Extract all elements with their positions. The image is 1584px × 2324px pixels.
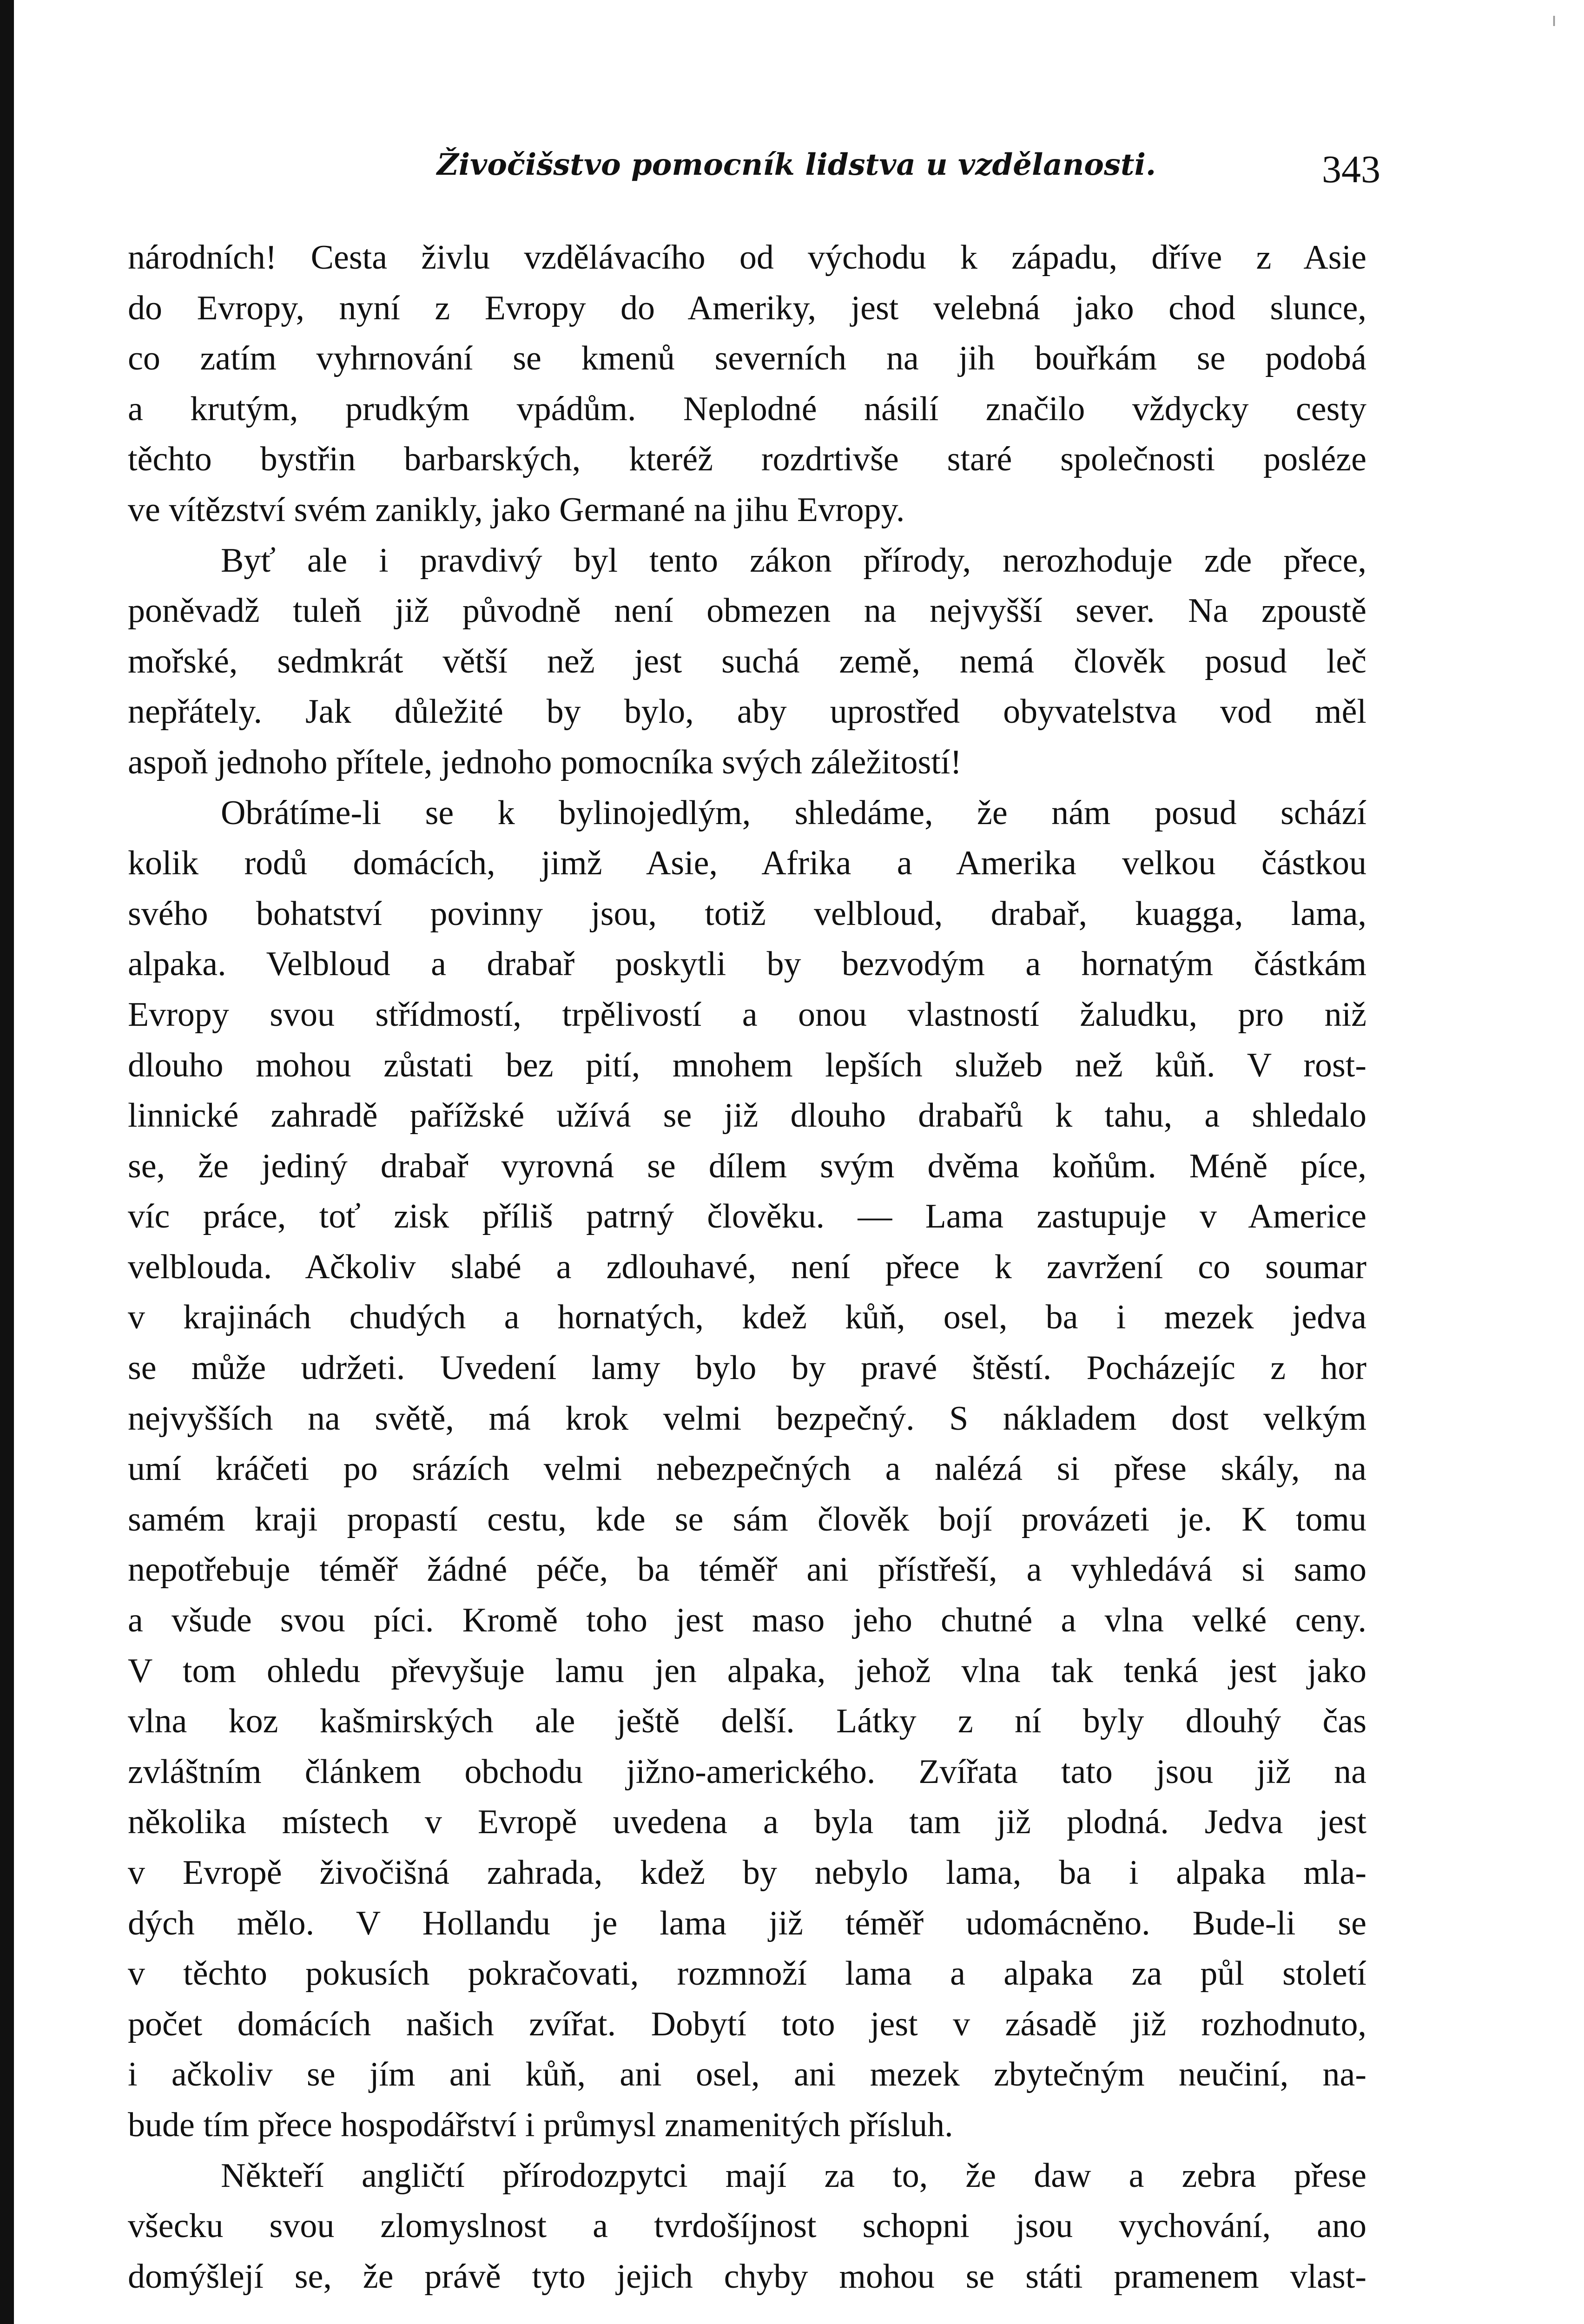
page-number: 343 (1322, 148, 1380, 191)
text-line: do Evropy, nyní z Evropy do Ameriky, jest velebná jako chod slunce, (128, 289, 1366, 327)
text-line: V tom ohledu převyšuje lamu jen alpaka, jehož vlna tak tenká jest jako (128, 1651, 1366, 1690)
text-line: linnické zahradě pařížské užívá se již dlouho drabařů k tahu, a shledalo (128, 1096, 1366, 1135)
running-title: Živočišstvo pomocník lidstva u vzdělanosti. (437, 147, 1156, 182)
text-line: nejvyšších na světě, má krok velmi bezpečný. S nákladem dost velkým (128, 1399, 1366, 1438)
text-line: všecku svou zlomyslnost a tvrdošíjnost schopni jsou vychování, ano (128, 2207, 1366, 2245)
text-line: národních! Cesta živlu vzdělávacího od východu k západu, dříve z Asie (128, 238, 1366, 277)
text-line: samém kraji propastí cestu, kde se sám člověk bojí provázeti je. K tomu (128, 1500, 1366, 1538)
text-line: nepotřebuje téměř žádné péče, ba téměř ani přístřeší, a vyhledává si samo (128, 1551, 1366, 1589)
text-line: alpaka. Velbloud a drabař poskytli by bezvodým a hornatým částkám (128, 945, 1366, 984)
text-line: svého bohatství povinny jsou, totiž velbloud, drabař, kuagga, lama, (128, 894, 1366, 933)
text-line: Byť ale i pravdivý byl tento zákon přírody, nerozhoduje zde přece, (221, 541, 1366, 580)
page-edge-shadow (0, 0, 14, 2324)
text-line: aspoň jednoho přítele, jednoho pomocníka svých záležitostí! (128, 743, 962, 781)
corner-mark: ı (1551, 9, 1557, 31)
text-line: bude tím přece hospodářství i průmysl znamenitých přísluh. (128, 2106, 953, 2144)
text-line: velblouda. Ačkoliv slabé a zdlouhavé, není přece k zavržení co soumar (128, 1248, 1366, 1286)
text-line: kolik rodů domácích, jimž Asie, Afrika a Amerika velkou částkou (128, 844, 1366, 883)
text-line: i ačkoliv se jím ani kůň, ani osel, ani mezek zbytečným neučiní, na- (128, 2055, 1366, 2094)
text-line: vlna koz kašmirských ale ještě delší. Látky z ní byly dlouhý čas (128, 1702, 1366, 1741)
text-line: víc práce, toť zisk příliš patrný člověku. — Lama zastupuje v Americe (128, 1197, 1366, 1236)
text-line: a krutým, prudkým vpádům. Neplodné násilí značilo vždycky cesty (128, 390, 1366, 428)
page-header (0, 139, 1584, 191)
text-line: Obrátíme-li se k bylinojedlým, shledáme, že nám posud schází (221, 793, 1366, 832)
text-line: těchto bystřin barbarských, kteréž rozdrtivše staré společnosti posléze (128, 440, 1366, 479)
text-line: počet domácích našich zvířat. Dobytí toto jest v zásadě již rozhodnuto, (128, 2005, 1366, 2043)
text-line: a všude svou píci. Kromě toho jest maso jeho chutné a vlna velké ceny. (128, 1601, 1366, 1640)
text-line: umí kráčeti po srázích velmi nebezpečných a nalézá si přese skály, na (128, 1450, 1366, 1488)
text-line: poněvadž tuleň již původně není obmezen na nejvyšší sever. Na zpoustě (128, 592, 1366, 630)
text-line: nepřátely. Jak důležité by bylo, aby uprostřed obyvatelstva vod měl (128, 693, 1366, 731)
text-line: v Evropě živočišná zahrada, kdež by nebylo lama, ba i alpaka mla- (128, 1854, 1366, 1892)
text-line: dlouho mohou zůstati bez pití, mnohem lepších služeb než kůň. V rost- (128, 1046, 1366, 1084)
text-line: v těchto pokusích pokračovati, rozmnoží lama a alpaka za půl století (128, 1954, 1366, 1993)
text-line: v krajinách chudých a hornatých, kdež kůň, osel, ba i mezek jedva (128, 1298, 1366, 1337)
text-line: se může udržeti. Uvedení lamy bylo by pravé štěstí. Pocházejíc z hor (128, 1349, 1366, 1387)
text-line: zvláštním článkem obchodu jižno-amerického. Zvířata tato jsou již na (128, 1752, 1366, 1791)
body-text (128, 232, 1366, 2302)
text-line: co zatím vyhrnování se kmenů severních na jih bouřkám se podobá (128, 339, 1366, 378)
text-line: několika místech v Evropě uvedena a byla tam již plodná. Jedva jest (128, 1803, 1366, 1842)
text-line: dých mělo. V Hollandu je lama již téměř udomácněno. Bude-li se (128, 1904, 1366, 1942)
text-line: ve vítězství svém zanikly, jako Germané na jihu Evropy. (128, 490, 905, 529)
text-line: se, že jediný drabař vyrovná se dílem svým dvěma koňům. Méně píce, (128, 1147, 1366, 1185)
text-line: domýšlejí se, že právě tyto jejich chyby mohou se státi pramenem vlast- (128, 2257, 1366, 2296)
text-line: Evropy svou střídmostí, trpělivostí a onou vlastností žaludku, pro niž (128, 995, 1366, 1034)
text-line: Někteří angličtí přírodozpytci mají za to, že daw a zebra přese (221, 2156, 1366, 2195)
text-line: mořské, sedmkrát větší než jest suchá země, nemá člověk posud leč (128, 642, 1366, 680)
